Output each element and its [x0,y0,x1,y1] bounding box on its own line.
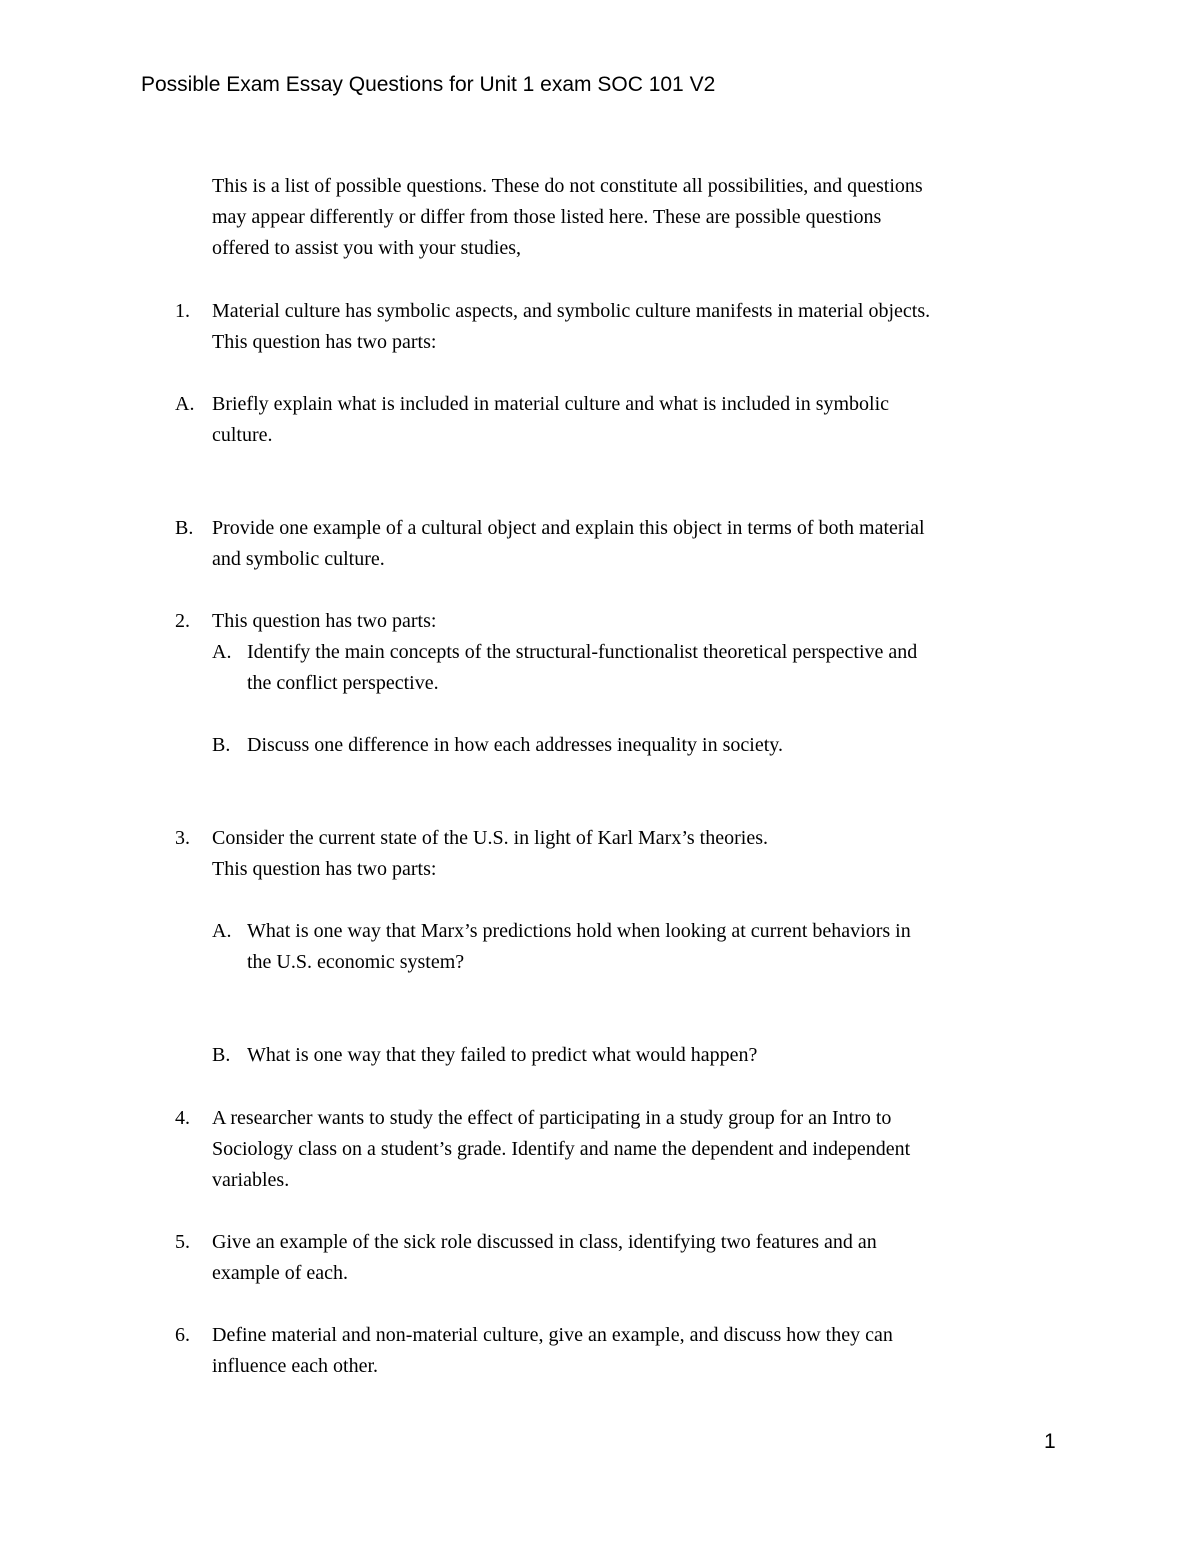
intro-paragraph [212,171,923,264]
question-line: This question has two parts: [212,610,437,632]
question-3a-text [247,916,911,978]
intro-line: This is a list of possible questions. These do not constitute all possibilities, and questions [212,175,923,197]
question-number: 3. [175,827,190,849]
question-number: 6. [175,1324,190,1346]
question-number: 2. [175,610,190,632]
question-2-text [212,606,436,637]
page-number: 1 [1044,1430,1056,1453]
question-line: variables. [212,1169,290,1191]
sub-question-label: B. [175,517,194,539]
question-line: influence each other. [212,1355,379,1377]
question-2a-text [247,637,917,699]
question-line: This question has two parts: [212,858,437,880]
question-3b-text [247,1040,757,1071]
question-line: A researcher wants to study the effect of participating in a study group for an Intro to [212,1107,892,1129]
sub-question-label: A. [212,920,232,942]
sub-question-line: and symbolic culture. [212,548,385,570]
question-line: Material culture has symbolic aspects, and symbolic culture manifests in material objects. [212,300,931,322]
question-5-text [212,1227,877,1289]
sub-question-line: Briefly explain what is included in material culture and what is included in symbolic [212,393,890,415]
question-number: 4. [175,1107,190,1129]
question-1b-text [212,513,925,575]
sub-question-line: the U.S. economic system? [247,951,465,973]
question-6-text [212,1320,893,1382]
sub-question-line: What is one way that Marx’s predictions hold when looking at current behaviors in [247,920,911,942]
sub-question-line: culture. [212,424,273,446]
document-title: Possible Exam Essay Questions for Unit 1 exam SOC 101 V2 [141,73,716,96]
sub-question-line: Provide one example of a cultural object and explain this object in terms of both material [212,517,925,539]
sub-question-label: A. [175,393,195,415]
question-line: Consider the current state of the U.S. in light of Karl Marx’s theories. [212,827,768,849]
question-line: Sociology class on a student’s grade. Identify and name the dependent and independent [212,1138,911,1160]
question-line: example of each. [212,1262,349,1284]
question-line: Define material and non-material culture, give an example, and discuss how they can [212,1324,893,1346]
question-3-text [212,823,768,885]
sub-question-label: A. [212,641,232,663]
question-2b-text [247,730,783,761]
question-1-text [212,296,930,358]
question-line: Give an example of the sick role discussed in class, identifying two features and an [212,1231,877,1253]
intro-line: may appear differently or differ from those listed here. These are possible questions [212,206,882,228]
intro-line: offered to assist you with your studies, [212,237,522,259]
sub-question-line: What is one way that they failed to predict what would happen? [247,1044,758,1066]
sub-question-label: B. [212,1044,231,1066]
question-1a-text [212,389,889,451]
sub-question-label: B. [212,734,231,756]
sub-question-line: Discuss one difference in how each addresses inequality in society. [247,734,783,756]
question-4-text [212,1103,910,1196]
question-number: 5. [175,1231,190,1253]
question-number: 1. [175,300,190,322]
question-line: This question has two parts: [212,331,437,353]
sub-question-line: the conflict perspective. [247,672,439,694]
sub-question-line: Identify the main concepts of the structural-functionalist theoretical perspective and [247,641,918,663]
